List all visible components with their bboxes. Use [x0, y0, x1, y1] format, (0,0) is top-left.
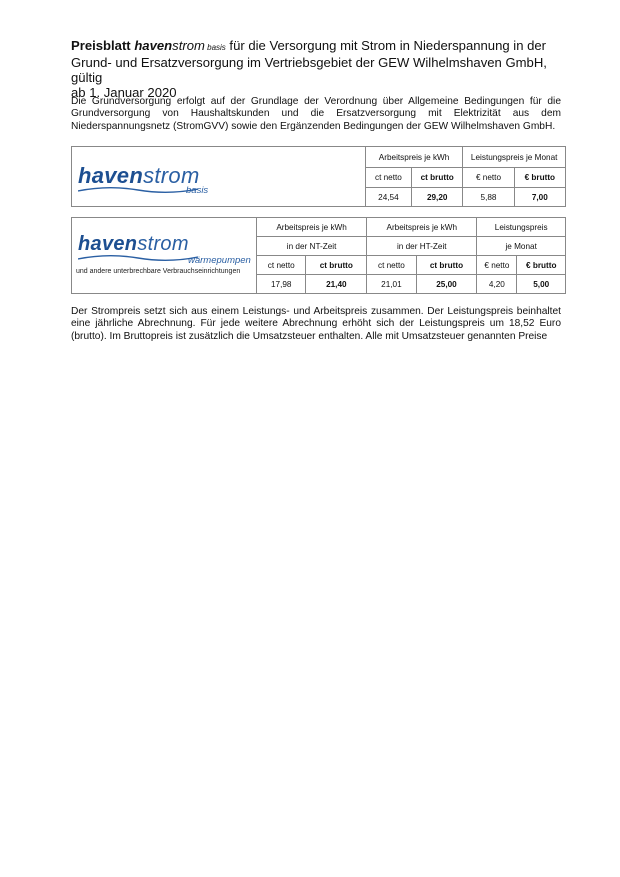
nt-brutto-label: ct brutto: [306, 256, 367, 275]
ht-header-line2: in der HT-Zeit: [367, 237, 477, 256]
basis-ct-brutto-value: 29,20: [412, 188, 463, 207]
intro-paragraph: Die Grundversorgung erfolgt auf der Grundlage der Verordnung über Allgemeine Bedingungen für die Grundversorgung von Haushaltskunden und die Ersatzversorgung mit Elektrizität aus dem Niederspannungsnetz (StromGVV) sowie den Ergänzenden Bedingungen der GEW Wilhelmshaven GmbH.: [71, 96, 561, 132]
basis-ct-netto-value: 24,54: [365, 188, 411, 207]
basis-eur-brutto-value: 7,00: [514, 188, 565, 207]
nt-header-line1: Arbeitspreis je kWh: [257, 218, 367, 237]
lp-netto-value: 4,20: [477, 275, 517, 294]
heading-line3: ab 1. Januar 2020: [71, 85, 177, 100]
basis-ct-brutto-label: ct brutto: [412, 168, 463, 188]
ht-header-line1: Arbeitspreis je kWh: [367, 218, 477, 237]
lp-netto-label: € netto: [477, 256, 517, 275]
lp-header-line1: Leistungspreis: [477, 218, 566, 237]
nt-header-line2: in der NT-Zeit: [257, 237, 367, 256]
heading-line1-rest: für die Versorgung mit Strom in Niederspannung in der: [225, 38, 547, 53]
nt-netto-label: ct netto: [257, 256, 306, 275]
waerme-logo-cell: [72, 218, 257, 294]
price-table-basis: [71, 146, 566, 207]
basis-logo-cell: [72, 147, 366, 207]
heading-brand-italic: strom: [172, 38, 205, 53]
basis-arbeitspreis-header: Arbeitspreis je kWh: [365, 147, 463, 168]
heading-prefix: Preisblatt: [71, 38, 135, 53]
ht-netto-label: ct netto: [367, 256, 416, 275]
document-heading: [71, 38, 571, 100]
waerme-logo-note: und andere unterbrechbare Verbrauchseinrichtungen: [76, 267, 241, 275]
lp-brutto-label: € brutto: [517, 256, 566, 275]
footer-paragraph: Der Strompreis setzt sich aus einem Leistungs- und Arbeitspreis zusammen. Der Leistungspreis beinhaltet eine jährliche Abrechnung. Für jede weitere Abrechnung erhöht sich der Leistungspreis um 18,52 Euro (brutto). Im Bruttopreis ist zusätzlich die Umsatzsteuer enthalten. Alle mit Umsatzsteuer genannten Preise: [71, 306, 561, 342]
heading-line2: Grund- und Ersatzversorgung im Vertriebsgebiet der GEW Wilhelmshaven GmbH, gültig: [71, 55, 547, 85]
ht-brutto-value: 25,00: [416, 275, 477, 294]
lp-brutto-value: 5,00: [517, 275, 566, 294]
ht-brutto-label: ct brutto: [416, 256, 477, 275]
nt-netto-value: 17,98: [257, 275, 306, 294]
havenstrom-basis-logo: havenstrom basis: [78, 162, 209, 196]
nt-brutto-value: 21,40: [306, 275, 367, 294]
basis-eur-brutto-label: € brutto: [514, 168, 565, 188]
basis-leistungspreis-header: Leistungspreis je Monat: [463, 147, 566, 168]
heading-brand-bold: haven: [134, 38, 173, 53]
heading-brand-sub: basis: [204, 43, 226, 52]
lp-header-line2: je Monat: [477, 237, 566, 256]
wave-logo-icon: [78, 253, 198, 263]
basis-eur-netto-value: 5,88: [463, 188, 514, 207]
basis-eur-netto-label: € netto: [463, 168, 514, 188]
havenstrom-waermepumpen-logo: havenstrom wärmepumpen und andere unterbrechbare Verbrauchseinrichtungen: [76, 232, 251, 275]
price-table-waermepumpen: [71, 217, 566, 294]
basis-ct-netto-label: ct netto: [365, 168, 411, 188]
ht-netto-value: 21,01: [367, 275, 416, 294]
wave-logo-icon: [78, 185, 198, 195]
